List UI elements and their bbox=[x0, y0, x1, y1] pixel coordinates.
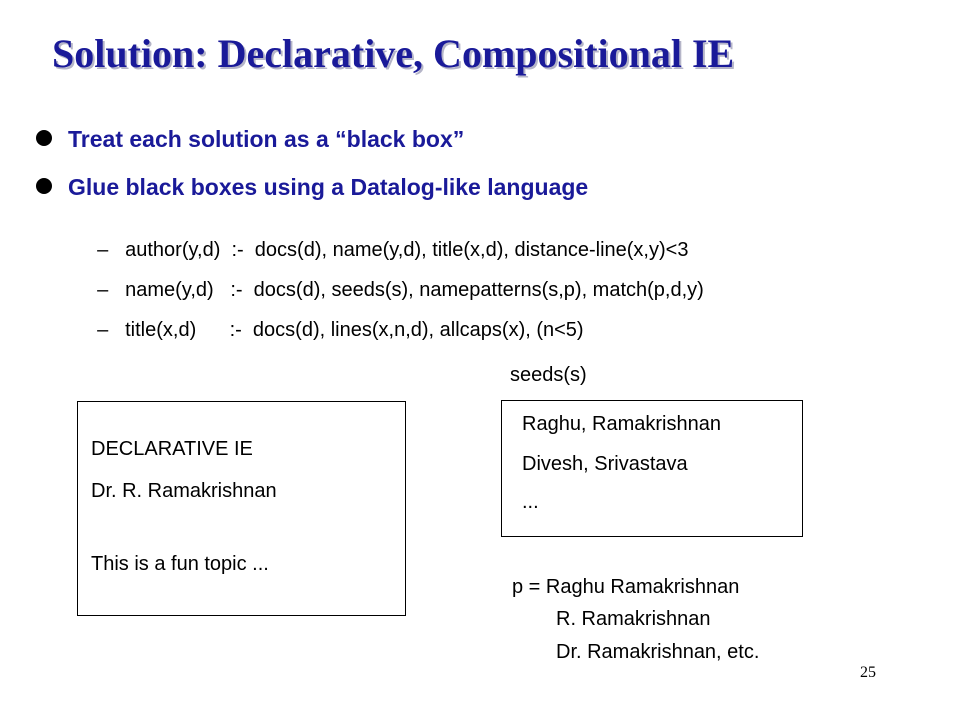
document-box bbox=[77, 401, 406, 616]
dash-icon: – bbox=[97, 239, 109, 261]
bullet-dot-icon bbox=[36, 130, 52, 146]
dash-icon: – bbox=[97, 319, 109, 341]
pattern-line: p = Raghu Ramakrishnan bbox=[512, 576, 740, 598]
seeds-box bbox=[501, 400, 803, 537]
rule-text: name(y,d) :- docs(d), seeds(s), namepatterns(s,p), match(p,d,y) bbox=[125, 279, 704, 301]
rule-line-title bbox=[86, 296, 584, 342]
page-number: 25 bbox=[860, 664, 876, 681]
document-line: DECLARATIVE IE bbox=[91, 438, 253, 460]
pattern-line: R. Ramakrishnan bbox=[556, 608, 711, 630]
bullet-dot-icon bbox=[36, 178, 52, 194]
bullet-text: Glue black boxes using a Datalog-like language bbox=[68, 174, 589, 200]
seed-line: Raghu, Ramakrishnan bbox=[522, 413, 721, 435]
seed-line: ... bbox=[522, 491, 539, 513]
document-line: Dr. R. Ramakrishnan bbox=[91, 480, 277, 502]
seeds-label: seeds(s) bbox=[510, 364, 587, 386]
dash-icon: – bbox=[97, 279, 109, 301]
document-line: This is a fun topic ... bbox=[91, 553, 269, 575]
rule-text: title(x,d) :- docs(d), lines(x,n,d), allcaps(x), (n<5) bbox=[125, 319, 584, 341]
bullet-item bbox=[36, 126, 464, 153]
pattern-line: Dr. Ramakrishnan, etc. bbox=[556, 641, 760, 663]
seed-line: Divesh, Srivastava bbox=[522, 453, 688, 475]
bullet-text: Treat each solution as a “black box” bbox=[68, 126, 465, 152]
rule-text: author(y,d) :- docs(d), name(y,d), title(x,d), distance-line(x,y)<3 bbox=[125, 239, 689, 261]
bullet-item bbox=[36, 174, 588, 201]
slide-title: Solution: Declarative, Compositional IE bbox=[52, 31, 735, 76]
